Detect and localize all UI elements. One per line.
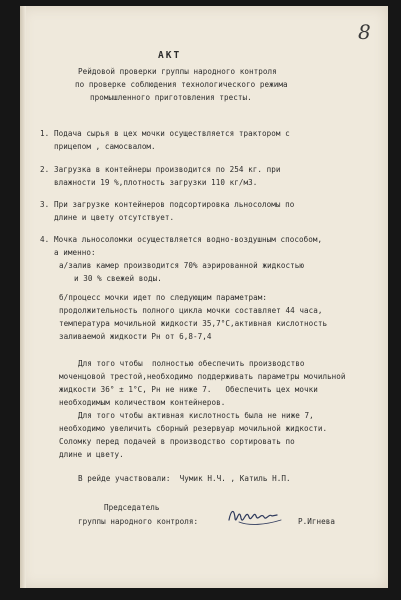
sub-b-line-2: продолжительность полного цикла мочки составляет 44 часа, [59,306,323,315]
page-edge [20,6,26,588]
document-title: АКТ [158,50,182,61]
item-2-line-1: Загрузка в контейнеры производится по 254 кг. при [54,165,281,174]
para-1-line-1: Для того чтобы полностью обеспечить производство [78,359,305,368]
sub-b-line-3: температура мочильной жидкости 35,7°С,активная кислотность [59,319,328,328]
page-number: 8 [358,20,371,44]
item-3-line-2: длине и цвету отсутствует. [54,213,175,222]
para-1-line-2: моченцовой трестой,необходимо поддерживать параметры мочильной [59,372,346,381]
signature-name: Р.Игнева [298,517,335,526]
item-1-line-1: Подача сырья в цех мочки осуществляется трактором с [54,129,290,138]
handwritten-signature [225,500,295,528]
item-4-number: 4. [40,235,50,244]
para-2-line-1: Для того чтобы активная кислотность была не ниже 7, [78,411,314,420]
item-1-line-2: прицепом , самосвалом. [54,142,156,151]
item-2-number: 2. [40,165,50,174]
subtitle-line-1: Рейдовой проверки группы народного контроля [78,67,277,76]
sub-a-line-1: а/залив камер производится 70% аэрированной жидкостью [59,261,304,270]
item-4-line-1: Мочка льносоломки осуществляется водно-воздушным способом, [54,235,323,244]
sub-b-line-1: б/процесс мочки идет по следующим параметрам: [59,293,267,302]
subtitle-line-3: промышленного приготовления тресты. [90,93,252,102]
signature-role-line-2: группы народного контроля: [78,517,199,526]
para-1-line-4: необходимым количеством контейнеров. [59,398,226,407]
item-4-line-2: а именно: [54,248,96,257]
item-3-number: 3. [40,200,50,209]
signature-role-line-1: Председатель [104,503,160,512]
item-2-line-2: влажности 19 %,плотность загрузки 110 кг/м3. [54,178,258,187]
subtitle-line-2: по проверке соблюдения технологического режима [75,80,288,89]
item-1-number: 1. [40,129,50,138]
para-1-line-3: жидкости 36° ± 1°С, Рн не ниже 7. Обеспечить цех мочки [59,385,318,394]
document-page [20,6,388,588]
participants-line: В рейде участвовали: Чумик Н.Ч. , Катиль Н.П. [78,474,291,483]
sub-b-line-4: заливаемой жидкости Рн от 6,8-7,4 [59,332,212,341]
para-2-line-4: длине и цвету. [59,450,124,459]
para-2-line-3: Соломку перед подачей в производство сортировать по [59,437,295,446]
para-2-line-2: необходимо увеличить сборный резервуар мочильной жидкости. [59,424,328,433]
item-3-line-1: При загрузке контейнеров подсортировка льносоломы по [54,200,295,209]
sub-a-line-2: и 30 % свежей воды. [74,274,162,283]
